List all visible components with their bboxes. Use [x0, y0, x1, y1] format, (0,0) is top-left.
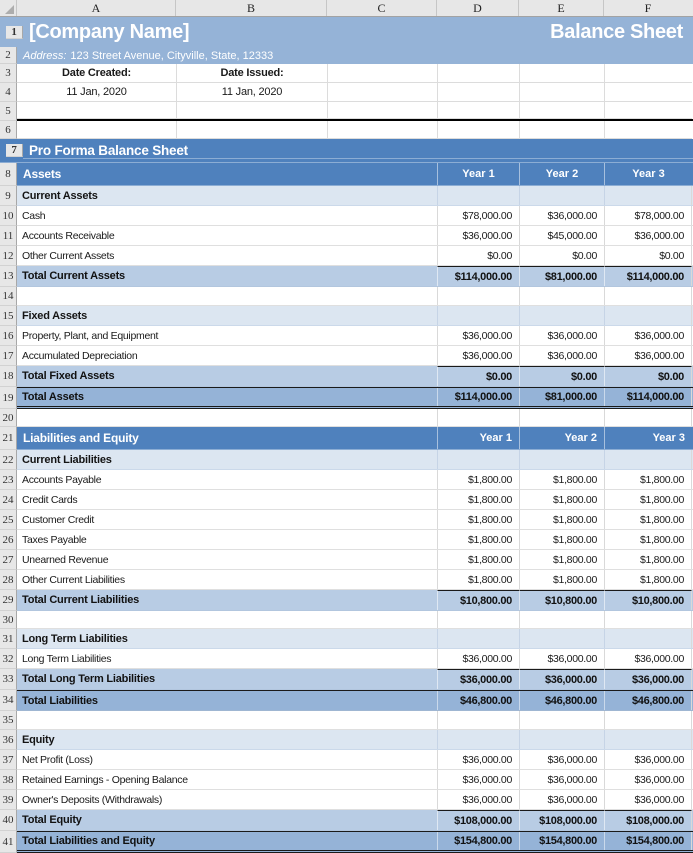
value-cell-year1-row26[interactable]: $1,800.00: [437, 530, 519, 549]
sheet-row-33: [0, 669, 693, 690]
sheet-row-11: [0, 226, 693, 246]
value-cell-year2-row27[interactable]: $1,800.00: [519, 550, 604, 569]
sheet-row-9: [0, 186, 693, 206]
row-number-40[interactable]: 40: [0, 810, 17, 831]
value-cell-year2-row18[interactable]: $0.00: [519, 366, 604, 386]
select-all-corner[interactable]: [0, 0, 17, 16]
value-cell-year1-row12[interactable]: $0.00: [437, 246, 519, 265]
row-number-10[interactable]: 10: [0, 206, 17, 226]
row-number-23[interactable]: 23: [0, 470, 17, 490]
sheet-row-25: [0, 510, 693, 530]
row-content-41: [17, 831, 693, 853]
sheet-row-8: [0, 163, 693, 186]
row-content-5: [17, 102, 693, 121]
value-cell-year1-row17[interactable]: $36,000.00: [437, 346, 519, 365]
value-cell-year2-row13[interactable]: $81,000.00: [519, 266, 604, 286]
row-label-cell-18[interactable]: Total Fixed Assets: [22, 370, 115, 382]
cell-B6[interactable]: [176, 121, 327, 139]
row-number-27[interactable]: 27: [0, 550, 17, 570]
value-cell-year2-row11[interactable]: $45,000.00: [519, 226, 604, 245]
row-label-cell-28[interactable]: Other Current Liabilities: [22, 573, 125, 586]
row-label-cell-29[interactable]: Total Current Liabilities: [22, 594, 140, 606]
value-cell-year2-row20[interactable]: [519, 409, 604, 426]
row-label-cell-17[interactable]: Accumulated Depreciation: [22, 349, 138, 362]
row-content-14: [17, 287, 693, 306]
row-content-9: [17, 186, 693, 206]
value-cell-year3-row11[interactable]: $36,000.00: [604, 226, 692, 245]
row-content-36: [17, 730, 693, 750]
value-cell-year3-row36[interactable]: [604, 730, 692, 749]
row-number-4[interactable]: 4: [0, 83, 17, 102]
row-number-17[interactable]: 17: [0, 346, 17, 366]
row-number-14[interactable]: 14: [0, 287, 17, 306]
row-content-15: [17, 306, 693, 326]
row-label-cell-20[interactable]: [17, 409, 437, 426]
value-cell-year1-row34[interactable]: $46,800.00: [437, 691, 519, 710]
value-cell-year3-row17[interactable]: $36,000.00: [604, 346, 692, 365]
sheet-row-39: [0, 790, 693, 810]
sheet-row-38: [0, 770, 693, 790]
row-label-cell-36[interactable]: Equity: [22, 733, 55, 746]
sheet-row-6: [0, 121, 693, 139]
value-cell-year3-row38[interactable]: $36,000.00: [604, 770, 692, 789]
year-header-1-row21[interactable]: Year 1: [437, 427, 519, 449]
value-cell-year2-row28[interactable]: $1,800.00: [519, 570, 604, 589]
row-content-6: [17, 121, 693, 139]
row-number-22[interactable]: 22: [0, 450, 17, 470]
value-cell-year2-row26[interactable]: $1,800.00: [519, 530, 604, 549]
sheet-row-19: [0, 387, 693, 409]
date-created-label-cell[interactable]: Date Created:: [17, 64, 176, 83]
value-cell-year1-row40[interactable]: $108,000.00: [437, 810, 519, 830]
date-issued-label-cell[interactable]: Date Issued:: [176, 64, 327, 83]
value-cell-year3-row30[interactable]: [604, 611, 692, 628]
row-number-33[interactable]: 33: [0, 669, 17, 690]
sheet-row-2: [0, 47, 693, 64]
cell-C3[interactable]: [327, 64, 437, 83]
year-header-2-row8[interactable]: Year 2: [519, 163, 604, 185]
row-content-13: [17, 266, 693, 287]
value-cell-year3-row24[interactable]: $1,800.00: [604, 490, 692, 509]
sheet-row-17: [0, 346, 693, 366]
value-cell-year3-row14[interactable]: [604, 287, 692, 305]
sheet-row-41: [0, 831, 693, 853]
row-number-12[interactable]: 12: [0, 246, 17, 266]
value-cell-year1-row14[interactable]: [437, 287, 519, 305]
row-content-10: [17, 206, 693, 226]
value-cell-year2-row23[interactable]: $1,800.00: [519, 470, 604, 489]
value-cell-year1-row15[interactable]: [437, 306, 519, 325]
address-label: Address:: [23, 49, 67, 62]
row-label-cell-38[interactable]: Retained Earnings - Opening Balance: [22, 773, 188, 786]
sheet-row-10: [0, 206, 693, 226]
cell-C4[interactable]: [327, 83, 437, 102]
value-cell-year3-row28[interactable]: $1,800.00: [604, 570, 692, 589]
row-content-30: [17, 611, 693, 629]
value-cell-year2-row10[interactable]: $36,000.00: [519, 206, 604, 225]
column-header-B[interactable]: B: [176, 0, 327, 16]
row-number-41[interactable]: 41: [0, 831, 17, 853]
value-cell-year3-row26[interactable]: $1,800.00: [604, 530, 692, 549]
row-label-cell-33[interactable]: Total Long Term Liabilities: [22, 673, 155, 685]
sheet-row-24: [0, 490, 693, 510]
row-number-20[interactable]: 20: [0, 409, 17, 427]
row-content-1: [23, 21, 688, 44]
value-cell-year3-row34[interactable]: $46,800.00: [604, 691, 692, 710]
value-cell-year2-row19[interactable]: $81,000.00: [519, 388, 604, 406]
value-cell-year1-row24[interactable]: $1,800.00: [437, 490, 519, 509]
value-cell-year2-row38[interactable]: $36,000.00: [519, 770, 604, 789]
cell-E5[interactable]: [519, 102, 604, 119]
value-cell-year1-row38[interactable]: $36,000.00: [437, 770, 519, 789]
row-number-8[interactable]: 8: [0, 163, 17, 186]
row-content-40: [17, 810, 693, 831]
table-header-label-row21[interactable]: Liabilities and Equity: [23, 431, 139, 445]
value-cell-year3-row16[interactable]: $36,000.00: [604, 326, 692, 345]
row-number-6[interactable]: 6: [0, 121, 17, 139]
row-number-35[interactable]: 35: [0, 711, 17, 730]
row-number-19[interactable]: 19: [0, 387, 17, 409]
column-header-C[interactable]: C: [327, 0, 437, 16]
row-label-cell-27[interactable]: Unearned Revenue: [22, 553, 109, 566]
cell-C6[interactable]: [327, 121, 437, 139]
cell-F5[interactable]: [604, 102, 692, 119]
sheet-row-16: [0, 326, 693, 346]
row-label-cell-9[interactable]: Current Assets: [22, 189, 98, 202]
select-all-triangle-icon: [5, 5, 14, 14]
row-label-cell-22[interactable]: Current Liabilities: [22, 453, 112, 466]
sheet-row-30: [0, 611, 693, 629]
value-cell-year2-row25[interactable]: $1,800.00: [519, 510, 604, 529]
cell-E4[interactable]: [519, 83, 604, 102]
row-number-5[interactable]: 5: [0, 102, 17, 121]
row-label-cell-26[interactable]: Taxes Payable: [22, 533, 87, 546]
row-content-35: [17, 711, 693, 730]
sheet-row-23: [0, 470, 693, 490]
year-header-2-row21[interactable]: Year 2: [519, 427, 604, 449]
value-cell-year2-row40[interactable]: $108,000.00: [519, 810, 604, 830]
value-cell-year3-row22[interactable]: [604, 450, 692, 469]
row-content-16: [17, 326, 693, 346]
value-cell-year2-row16[interactable]: $36,000.00: [519, 326, 604, 345]
column-header-E[interactable]: E: [519, 0, 604, 16]
value-cell-year2-row12[interactable]: $0.00: [519, 246, 604, 265]
value-cell-year3-row27[interactable]: $1,800.00: [604, 550, 692, 569]
row-content-11: [17, 226, 693, 246]
value-cell-year2-row24[interactable]: $1,800.00: [519, 490, 604, 509]
row-label-cell-24[interactable]: Credit Cards: [22, 493, 78, 506]
row-number-7[interactable]: 7: [6, 144, 23, 157]
cell-D4[interactable]: [437, 83, 519, 102]
sheet-row-32: [0, 649, 693, 669]
cell-E6[interactable]: [519, 121, 604, 139]
row-label-cell-25[interactable]: Customer Credit: [22, 513, 94, 526]
cell-D6[interactable]: [437, 121, 519, 139]
address-cell[interactable]: [17, 47, 693, 64]
value-cell-year3-row13[interactable]: $114,000.00: [604, 266, 692, 286]
row-label-cell-14[interactable]: [17, 287, 437, 305]
row-content-22: [17, 450, 693, 470]
value-cell-year3-row39[interactable]: $36,000.00: [604, 790, 692, 809]
value-cell-year1-row10[interactable]: $78,000.00: [437, 206, 519, 225]
row-number-1[interactable]: 1: [6, 26, 23, 39]
row-number-2[interactable]: 2: [0, 47, 17, 64]
sheet-row-27: [0, 550, 693, 570]
column-header-A[interactable]: A: [17, 0, 176, 16]
row-number-24[interactable]: 24: [0, 490, 17, 510]
sheet-row-36: [0, 730, 693, 750]
row-number-32[interactable]: 32: [0, 649, 17, 669]
row-content-21: [17, 427, 693, 450]
value-cell-year3-row32[interactable]: $36,000.00: [604, 649, 692, 668]
row-number-25[interactable]: 25: [0, 510, 17, 530]
row-label-cell-10[interactable]: Cash: [22, 209, 46, 222]
value-cell-year1-row32[interactable]: $36,000.00: [437, 649, 519, 668]
row-number-34[interactable]: 34: [0, 690, 17, 711]
value-cell-year2-row15[interactable]: [519, 306, 604, 325]
value-cell-year1-row16[interactable]: $36,000.00: [437, 326, 519, 345]
column-header-D[interactable]: D: [437, 0, 519, 16]
value-cell-year2-row34[interactable]: $46,800.00: [519, 691, 604, 710]
value-cell-year1-row41[interactable]: $154,800.00: [437, 832, 519, 850]
value-cell-year2-row33[interactable]: $36,000.00: [519, 669, 604, 689]
value-cell-year3-row18[interactable]: $0.00: [604, 366, 692, 386]
row-label-cell-37[interactable]: Net Profit (Loss): [22, 753, 93, 766]
sheet-row-35: [0, 711, 693, 730]
row-number-16[interactable]: 16: [0, 326, 17, 346]
value-cell-year1-row22[interactable]: [437, 450, 519, 469]
sheet-row-18: [0, 366, 693, 387]
value-cell-year1-row23[interactable]: $1,800.00: [437, 470, 519, 489]
date-issued-value-cell[interactable]: 11 Jan, 2020: [176, 83, 327, 102]
column-header-strip: [0, 0, 693, 17]
table-header-label-row8[interactable]: Assets: [23, 167, 62, 181]
company-name-cell[interactable]: [Company Name]: [29, 20, 190, 43]
row-content-33: [17, 669, 693, 690]
sheet-row-28: [0, 570, 693, 590]
value-cell-year2-row35[interactable]: [519, 711, 604, 729]
value-cell-year1-row9[interactable]: [437, 186, 519, 205]
row-content-32: [17, 649, 693, 669]
row-label-cell-31[interactable]: Long Term Liabilities: [22, 632, 128, 645]
value-cell-year2-row17[interactable]: $36,000.00: [519, 346, 604, 365]
value-cell-year3-row9[interactable]: [604, 186, 692, 205]
row-number-21[interactable]: 21: [0, 427, 17, 450]
value-cell-year3-row23[interactable]: $1,800.00: [604, 470, 692, 489]
value-cell-year2-row39[interactable]: $36,000.00: [519, 790, 604, 809]
value-cell-year1-row33[interactable]: $36,000.00: [437, 669, 519, 689]
sheet-title-cell[interactable]: Pro Forma Balance Sheet: [23, 143, 693, 159]
value-cell-year1-row19[interactable]: $114,000.00: [437, 388, 519, 406]
value-cell-year1-row36[interactable]: [437, 730, 519, 749]
row-content-23: [17, 470, 693, 490]
sheet-row-1: [0, 17, 693, 47]
sheet-row-20: [0, 409, 693, 427]
row-content-24: [17, 490, 693, 510]
row-number-13[interactable]: 13: [0, 266, 17, 287]
row-label-cell-30[interactable]: [17, 611, 437, 628]
sheet-row-3: [0, 64, 693, 83]
row-number-36[interactable]: 36: [0, 730, 17, 750]
row-label-cell-15[interactable]: Fixed Assets: [22, 309, 88, 322]
row-number-30[interactable]: 30: [0, 611, 17, 629]
row-content-38: [17, 770, 693, 790]
row-content-37: [17, 750, 693, 770]
value-cell-year1-row35[interactable]: [437, 711, 519, 729]
row-label-cell-12[interactable]: Other Current Assets: [22, 249, 115, 262]
value-cell-year1-row27[interactable]: $1,800.00: [437, 550, 519, 569]
cell-B5[interactable]: [176, 102, 327, 119]
value-cell-year3-row35[interactable]: [604, 711, 692, 729]
row-number-11[interactable]: 11: [0, 226, 17, 246]
value-cell-year2-row14[interactable]: [519, 287, 604, 305]
row-label-cell-11[interactable]: Accounts Receivable: [22, 229, 115, 242]
value-cell-year3-row41[interactable]: $154,800.00: [604, 832, 692, 850]
row-label-cell-34[interactable]: Total Liabilities: [22, 694, 98, 707]
sheet-row-7: [0, 139, 693, 163]
row-content-4: [17, 83, 693, 102]
row-content-34: [17, 690, 693, 711]
value-cell-year1-row37[interactable]: $36,000.00: [437, 750, 519, 769]
value-cell-year3-row20[interactable]: [604, 409, 692, 426]
row-content-18: [17, 366, 693, 387]
row-content-28: [17, 570, 693, 590]
sheet-row-37: [0, 750, 693, 770]
sheet-row-13: [0, 266, 693, 287]
cell-C5[interactable]: [327, 102, 437, 119]
value-cell-year3-row10[interactable]: $78,000.00: [604, 206, 692, 225]
cell-A6[interactable]: [17, 121, 176, 139]
sheet-row-4: [0, 83, 693, 102]
value-cell-year3-row12[interactable]: $0.00: [604, 246, 692, 265]
value-cell-year2-row9[interactable]: [519, 186, 604, 205]
value-cell-year3-row19[interactable]: $114,000.00: [604, 388, 692, 406]
sheet-row-26: [0, 530, 693, 550]
value-cell-year3-row15[interactable]: [604, 306, 692, 325]
sheet-row-5: [0, 102, 693, 121]
value-cell-year1-row11[interactable]: $36,000.00: [437, 226, 519, 245]
row-number-9[interactable]: 9: [0, 186, 17, 206]
value-cell-year1-row30[interactable]: [437, 611, 519, 628]
row-number-26[interactable]: 26: [0, 530, 17, 550]
row-content-8: [17, 163, 693, 186]
row-number-15[interactable]: 15: [0, 306, 17, 326]
sheet-row-21: [0, 427, 693, 450]
sheet-row-40: [0, 810, 693, 831]
value-cell-year2-row36[interactable]: [519, 730, 604, 749]
value-cell-year1-row31[interactable]: [437, 629, 519, 648]
sheet-row-14: [0, 287, 693, 306]
value-cell-year3-row25[interactable]: $1,800.00: [604, 510, 692, 529]
row-number-38[interactable]: 38: [0, 770, 17, 790]
row-label-cell-19[interactable]: Total Assets: [22, 391, 84, 403]
row-label-cell-32[interactable]: Long Term Liabilities: [22, 652, 112, 665]
row-label-cell-23[interactable]: Accounts Payable: [22, 473, 102, 486]
value-cell-year1-row39[interactable]: $36,000.00: [437, 790, 519, 809]
row-label-cell-35[interactable]: [17, 711, 437, 729]
row-number-18[interactable]: 18: [0, 366, 17, 387]
sheet-row-34: [0, 690, 693, 711]
row-content-20: [17, 409, 693, 427]
value-cell-year3-row29[interactable]: $10,800.00: [604, 590, 692, 610]
value-cell-year2-row41[interactable]: $154,800.00: [519, 832, 604, 850]
value-cell-year2-row22[interactable]: [519, 450, 604, 469]
year-header-3-row8[interactable]: Year 3: [604, 163, 692, 185]
row-content-29: [17, 590, 693, 611]
sheet-row-15: [0, 306, 693, 326]
row-number-37[interactable]: 37: [0, 750, 17, 770]
value-cell-year3-row31[interactable]: [604, 629, 692, 648]
row-content-27: [17, 550, 693, 570]
row-content-31: [17, 629, 693, 649]
sheet-row-22: [0, 450, 693, 470]
cell-D3[interactable]: [437, 64, 519, 83]
sheet-row-29: [0, 590, 693, 611]
row-label-cell-41[interactable]: Total Liabilities and Equity: [22, 835, 155, 847]
value-cell-year2-row30[interactable]: [519, 611, 604, 628]
row-label-cell-16[interactable]: Property, Plant, and Equipment: [22, 329, 159, 342]
column-header-F[interactable]: F: [644, 0, 652, 15]
row-number-39[interactable]: 39: [0, 790, 17, 810]
cell-F6[interactable]: [604, 121, 692, 139]
cell-A5[interactable]: [17, 102, 176, 119]
year-header-1-row8[interactable]: Year 1: [437, 163, 519, 185]
value-cell-year2-row37[interactable]: $36,000.00: [519, 750, 604, 769]
doc-title-cell: Balance Sheet: [550, 20, 683, 43]
cell-F4[interactable]: [604, 83, 692, 102]
value-cell-year1-row18[interactable]: $0.00: [437, 366, 519, 386]
value-cell-year1-row20[interactable]: [437, 409, 519, 426]
row-number-28[interactable]: 28: [0, 570, 17, 590]
value-cell-year3-row33[interactable]: $36,000.00: [604, 669, 692, 689]
value-cell-year3-row40[interactable]: $108,000.00: [604, 810, 692, 830]
value-cell-year2-row31[interactable]: [519, 629, 604, 648]
row-content-17: [17, 346, 693, 366]
value-cell-year1-row13[interactable]: $114,000.00: [437, 266, 519, 286]
cell-F3[interactable]: [604, 64, 692, 83]
value-cell-year1-row28[interactable]: $1,800.00: [437, 570, 519, 589]
value-cell-year2-row32[interactable]: $36,000.00: [519, 649, 604, 668]
row-label-cell-39[interactable]: Owner's Deposits (Withdrawals): [22, 793, 163, 806]
year-header-3-row21[interactable]: Year 3: [604, 427, 692, 449]
row-number-31[interactable]: 31: [0, 629, 17, 649]
row-content-12: [17, 246, 693, 266]
row-content-25: [17, 510, 693, 530]
date-created-value-cell[interactable]: 11 Jan, 2020: [17, 83, 176, 102]
row-label-cell-13[interactable]: Total Current Assets: [22, 270, 125, 282]
row-content-3: [17, 64, 693, 83]
value-cell-year3-row37[interactable]: $36,000.00: [604, 750, 692, 769]
row-content-39: [17, 790, 693, 810]
value-cell-year1-row25[interactable]: $1,800.00: [437, 510, 519, 529]
row-content-19: [17, 387, 693, 409]
sheet-row-31: [0, 629, 693, 649]
address-value: 123 Street Avenue, Cityville, State, 12333: [70, 49, 274, 62]
cell-D5[interactable]: [437, 102, 519, 119]
row-content-26: [17, 530, 693, 550]
sheet-row-12: [0, 246, 693, 266]
cell-E3[interactable]: [519, 64, 604, 83]
row-label-cell-40[interactable]: Total Equity: [22, 814, 82, 826]
row-number-29[interactable]: 29: [0, 590, 17, 611]
row-number-3[interactable]: 3: [0, 64, 17, 83]
value-cell-year1-row29[interactable]: $10,800.00: [437, 590, 519, 610]
value-cell-year2-row29[interactable]: $10,800.00: [519, 590, 604, 610]
